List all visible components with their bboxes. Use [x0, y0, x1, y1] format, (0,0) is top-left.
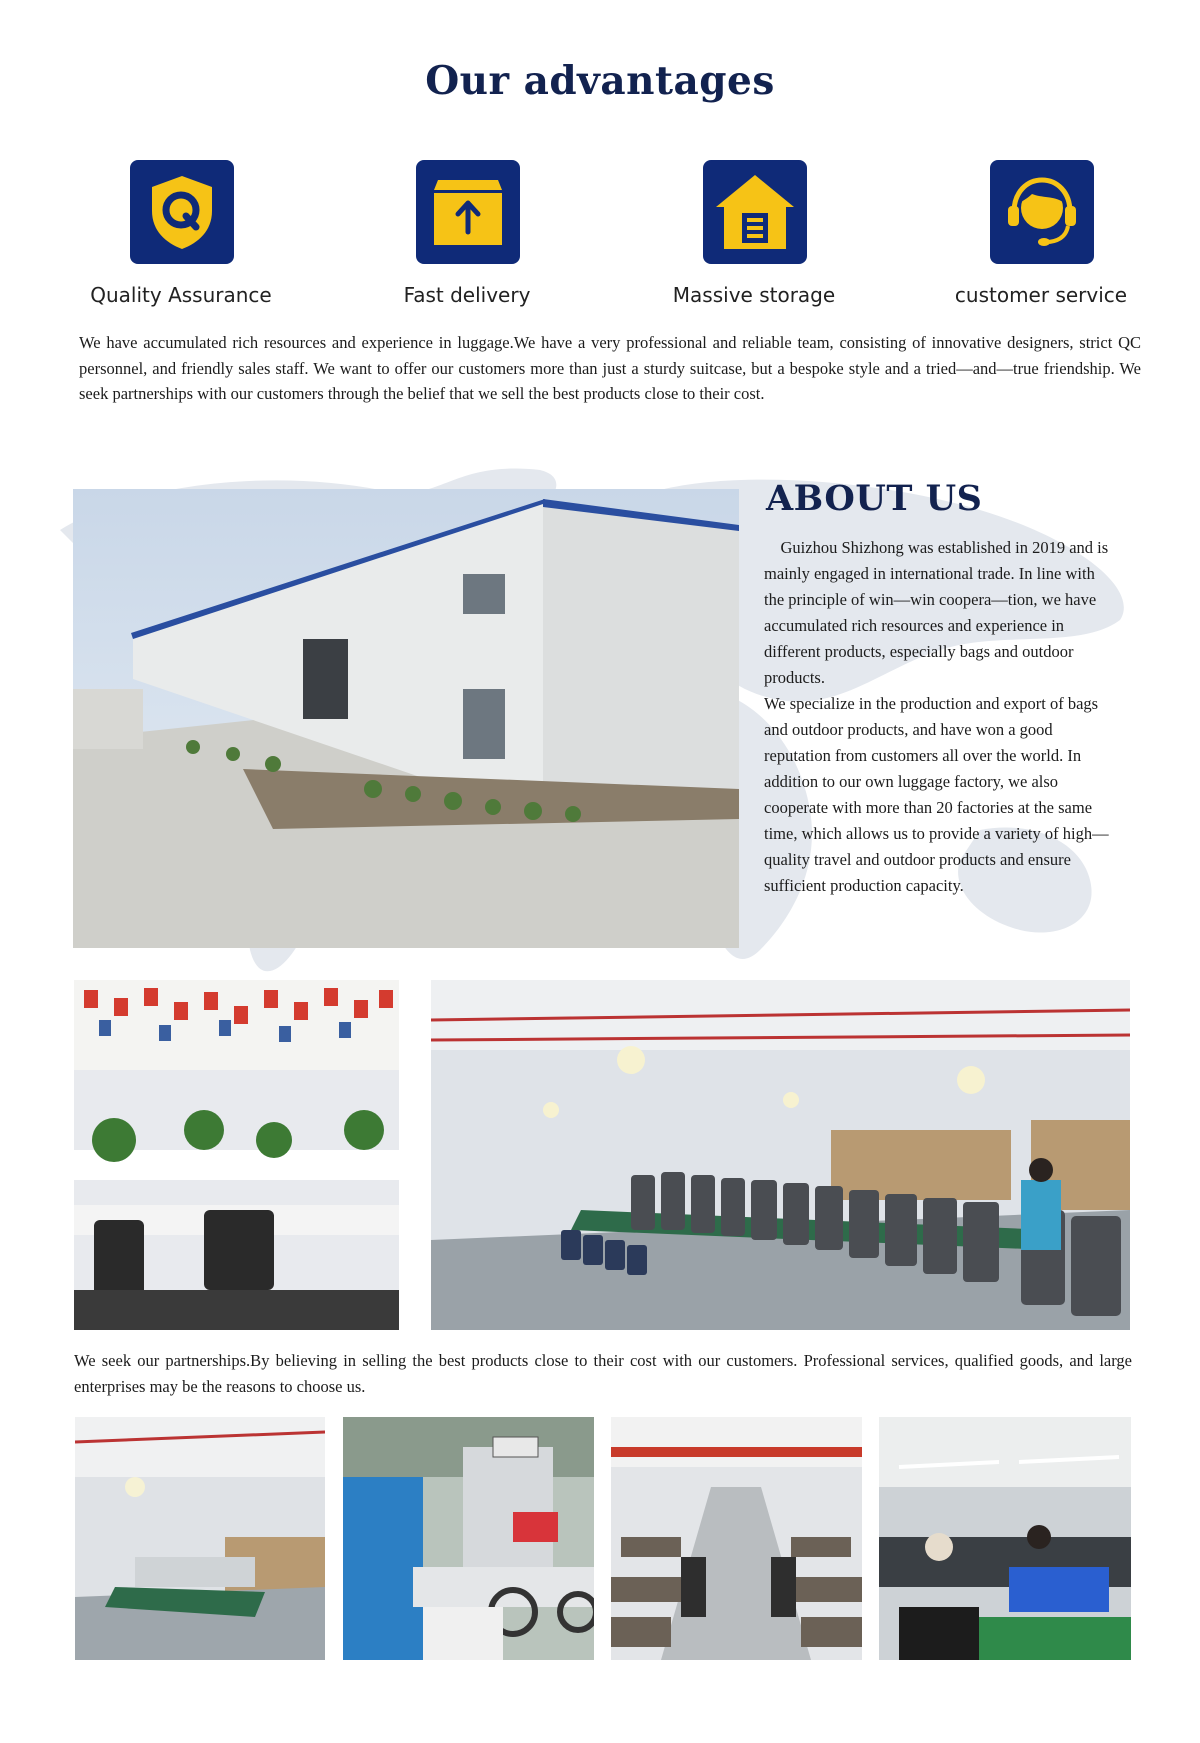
about-us-text: Guizhou Shizhong was established in 2019 and is mainly engaged in international trade. In line with the principle of win—win coopera—tion, we have accumulated rich resources and experience in different products, especially bags and outdoor products. We specialize in the production and export of bags and outdoor products, and have won a good reputation from customers all over the world. In addition to our own luggage factory, we also cooperate with more than 20 factories at the same time, which allows us to provide a variety of high—quality travel and outdoor products and ensure sufficient production capacity.	[764, 538, 1109, 895]
warehouse-aisle-photo	[611, 1417, 862, 1660]
partnership-paragraph: We seek our partnerships.By believing in selling the best products close to their cost with our customers. Professional services, qualified goods, and large enterprises may be the reasons to choose us.	[74, 1351, 1132, 1396]
advantage-label-quality: Quality Assurance	[90, 283, 272, 307]
advantage-label-service: customer service	[954, 283, 1128, 307]
intro-paragraph: We have accumulated rich resources and experience in luggage.We have a very professional and reliable team, consisting of innovative designers, strict QC personnel, and friendly sales staff. We want to offer our customers more than just a sturdy suitcase, but a bespoke style and a tried—and—true friendship. We seek partnerships with our customers through the belief that we sell the best products close to their cost.	[79, 333, 1141, 403]
customer-service-icon-tile	[990, 160, 1094, 264]
sewing-workshop-photo	[879, 1417, 1131, 1660]
box-upload-icon	[430, 176, 506, 248]
advantage-label-storage: Massive storage	[672, 283, 836, 307]
luggage-production-photo	[431, 980, 1130, 1330]
quality-assurance-icon-tile	[130, 160, 234, 264]
advantage-label-delivery: Fast delivery	[403, 283, 531, 307]
massive-storage-icon-tile	[703, 160, 807, 264]
about-us-title: ABOUT US	[766, 478, 983, 519]
workshop-photo-1	[75, 1417, 325, 1660]
shield-q-icon	[146, 173, 218, 251]
warehouse-icon	[714, 173, 796, 251]
fast-delivery-icon-tile	[416, 160, 520, 264]
office-photo	[74, 980, 399, 1330]
factory-exterior-photo	[73, 489, 739, 948]
machine-photo	[343, 1417, 594, 1660]
headset-agent-icon	[1002, 172, 1082, 252]
page-title: Our advantages	[425, 58, 775, 104]
